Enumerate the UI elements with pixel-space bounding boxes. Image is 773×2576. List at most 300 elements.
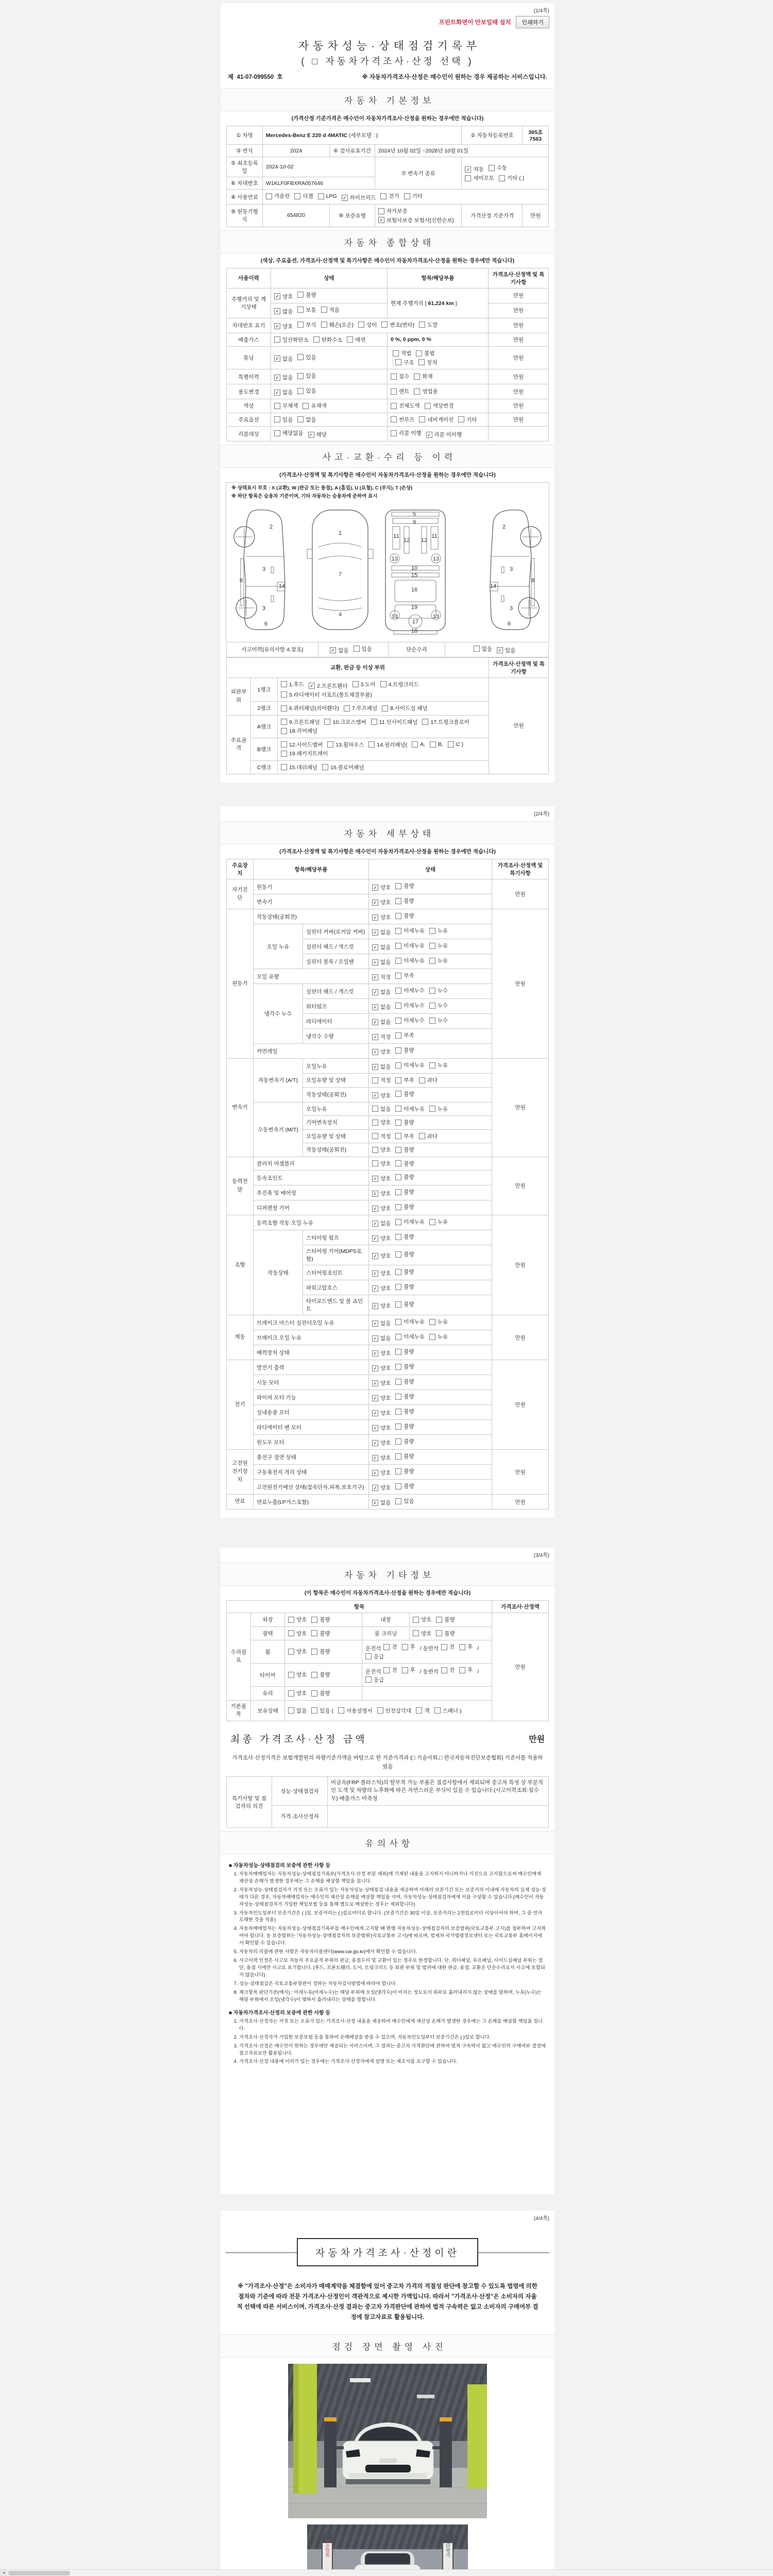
- checkbox-unchecked[interactable]: [303, 402, 326, 410]
- checkbox-unchecked[interactable]: [413, 1616, 431, 1623]
- checkbox-unchecked[interactable]: [412, 741, 425, 748]
- panel-section-label: 주요골격: [227, 715, 251, 774]
- checkbox-unchecked[interactable]: [474, 645, 492, 653]
- checkbox-unchecked[interactable]: [395, 1283, 414, 1291]
- checkbox-checked[interactable]: [372, 1234, 391, 1242]
- service-note: ※ 자동차가격조사·산정은 매수인이 원하는 경우 제공하는 서비스입니다.: [362, 74, 547, 80]
- checkbox-unchecked[interactable]: [365, 1676, 384, 1684]
- checkbox-mark: [281, 705, 287, 711]
- checkbox-checked[interactable]: [372, 988, 391, 996]
- checkbox-unchecked[interactable]: [418, 359, 437, 366]
- checkbox-unchecked[interactable]: [395, 897, 414, 905]
- checkbox-unchecked[interactable]: [441, 1666, 455, 1674]
- notice-item: 1. 가격조사·산정자는 거짓 또는 오류가 있는 가격조사·산정 내용을 제공하여 매수인에게 재산상 손해가 발생한 경우에는 그 손해를 배상할 책임을 집니다.: [239, 2018, 546, 2032]
- checkbox-unchecked[interactable]: [395, 359, 414, 366]
- checkbox-unchecked[interactable]: [297, 416, 316, 423]
- checkbox-unchecked[interactable]: [395, 927, 425, 935]
- item-label: 작동상태(공회전): [254, 909, 369, 924]
- item-label: 원동기: [254, 879, 369, 894]
- final-price-unit: 만원: [529, 1735, 545, 1744]
- checkbox-unchecked[interactable]: [395, 972, 414, 979]
- state-options: [369, 1171, 492, 1185]
- checkbox-mark: [354, 646, 360, 652]
- checkbox-label: 불량: [320, 1649, 330, 1655]
- checkbox-unchecked[interactable]: [429, 942, 448, 950]
- checkbox-unchecked[interactable]: [347, 336, 365, 344]
- checkbox-unchecked[interactable]: [395, 1333, 425, 1341]
- checkbox-unchecked[interactable]: [294, 192, 313, 200]
- checkbox-unchecked[interactable]: [395, 1046, 414, 1054]
- checkbox-unchecked[interactable]: [429, 927, 448, 935]
- checkbox-unchecked[interactable]: [419, 1076, 438, 1084]
- checkbox-checked[interactable]: [372, 1454, 391, 1462]
- checkbox-label: 전: [392, 1644, 397, 1650]
- checkbox-checked[interactable]: [372, 1499, 391, 1506]
- checkbox-unchecked[interactable]: [297, 321, 316, 329]
- checkbox-checked[interactable]: [309, 682, 347, 690]
- checkbox-label: 없음: [380, 1106, 391, 1112]
- state-options: [369, 1345, 492, 1360]
- checkbox-checked[interactable]: [372, 1319, 391, 1327]
- checkbox-unchecked[interactable]: [377, 1707, 412, 1715]
- checkbox-label: 전: [449, 1667, 455, 1673]
- checkbox-unchecked[interactable]: [297, 353, 316, 361]
- checkbox-unchecked[interactable]: [338, 1707, 373, 1715]
- checkbox-mark: [297, 354, 304, 360]
- state-options: [369, 984, 492, 999]
- checkbox-checked[interactable]: [465, 165, 483, 173]
- checkbox-unchecked[interactable]: [395, 1233, 414, 1241]
- checkbox-label: 불량: [404, 1120, 414, 1126]
- checkbox-checked[interactable]: [372, 1205, 391, 1212]
- checkbox-checked[interactable]: [378, 216, 453, 224]
- notice-item: 4. 자동차매매업자는 자동차성능·상태점검기록부를 매수인에게 고지할 때 현행 자동차성능·상태점검자의 보증범위(국토교통부 고시)를 첨부하여 고지하여야 합니다. 동 보증범위는 '자동차성능·상태점검자의 보증범위'(국토교통부 고시)에 따르며, 법제처 국가법령정보센터 또는 국토교통부 홈페이지에서 확인할 수 있습니다.: [239, 1925, 546, 1947]
- rank-parts: [278, 760, 489, 774]
- checkbox-unchecked[interactable]: [414, 372, 432, 380]
- checkbox-unchecked[interactable]: [288, 1671, 307, 1679]
- checkbox-checked[interactable]: [372, 1092, 391, 1099]
- checkbox-unchecked[interactable]: [395, 1061, 425, 1069]
- checkbox-unchecked[interactable]: [311, 1648, 330, 1655]
- checkbox-unchecked[interactable]: [266, 192, 290, 200]
- checkbox-unchecked[interactable]: [372, 1076, 391, 1084]
- table-row: [227, 205, 549, 227]
- checkbox-checked[interactable]: [372, 1284, 391, 1292]
- field-label: ⑧ 사용연료: [227, 190, 263, 205]
- checkbox-unchecked[interactable]: [371, 718, 418, 726]
- checkbox-mark: ✓: [372, 900, 378, 906]
- checkbox-checked[interactable]: [372, 1484, 391, 1492]
- checkbox-label: 부식: [306, 321, 316, 328]
- checkbox-label: 1.후드: [289, 681, 305, 688]
- checkbox-unchecked[interactable]: [382, 704, 428, 712]
- checkbox-checked[interactable]: [274, 323, 293, 330]
- checkbox-unchecked[interactable]: [274, 429, 304, 437]
- table-row: [227, 1805, 549, 1827]
- checkbox-unchecked[interactable]: [395, 882, 414, 890]
- checkbox-unchecked[interactable]: [416, 1707, 429, 1715]
- print-button[interactable]: 인쇄하기: [516, 16, 549, 28]
- checkbox-unchecked[interactable]: [429, 1061, 448, 1069]
- checkbox-checked[interactable]: [372, 1033, 391, 1041]
- checkbox-unchecked[interactable]: [429, 1218, 448, 1226]
- price-unit: 만원: [523, 205, 549, 227]
- scrollbar-thumb[interactable]: [8, 2571, 70, 2575]
- checkbox-mark: [274, 416, 280, 422]
- checkbox-unchecked[interactable]: [422, 718, 469, 726]
- checkbox-unchecked[interactable]: [429, 1333, 448, 1341]
- checkbox-unchecked[interactable]: [281, 681, 304, 688]
- checkbox-unchecked[interactable]: [436, 1616, 455, 1623]
- checkbox-mark: ✓: [372, 1253, 378, 1259]
- checkbox-checked[interactable]: [372, 1175, 391, 1182]
- checkbox-unchecked[interactable]: [311, 1616, 330, 1623]
- checkbox-unchecked[interactable]: [402, 1643, 415, 1651]
- checkbox-checked[interactable]: [497, 647, 515, 654]
- checkbox-unchecked[interactable]: [395, 1378, 414, 1385]
- checkbox-checked[interactable]: [274, 374, 293, 381]
- checkbox-unchecked[interactable]: [378, 207, 408, 215]
- checkbox-unchecked[interactable]: [395, 1497, 414, 1505]
- checkbox-checked[interactable]: [372, 884, 391, 891]
- rank-label: 1랭크: [251, 677, 278, 702]
- checkbox-mark: [288, 1707, 294, 1714]
- checkbox-mark: [288, 1672, 294, 1678]
- checkbox-unchecked[interactable]: [380, 681, 419, 688]
- checkbox-unchecked[interactable]: [281, 764, 317, 771]
- checkbox-unchecked[interactable]: [352, 681, 376, 688]
- checkbox-checked[interactable]: [372, 943, 391, 951]
- checkbox-mark: [382, 705, 388, 711]
- checkbox-unchecked[interactable]: [395, 1016, 425, 1024]
- checkbox-unchecked[interactable]: [395, 1408, 414, 1415]
- checkbox-checked[interactable]: [372, 1439, 391, 1447]
- checkbox-label: 불량: [404, 1423, 414, 1430]
- checkbox-label: 양호: [380, 1235, 391, 1242]
- checkbox-unchecked[interactable]: [395, 1118, 414, 1126]
- checkbox-checked[interactable]: [372, 1424, 391, 1432]
- checkbox-unchecked[interactable]: [395, 987, 425, 994]
- diagram-part-number: 13: [432, 613, 440, 620]
- checkbox-unchecked[interactable]: [281, 718, 320, 726]
- checkbox-checked[interactable]: [372, 1063, 391, 1071]
- scrollbar-left-arrow-icon[interactable]: ◄: [0, 2570, 7, 2576]
- checkbox-unchecked[interactable]: [419, 1132, 438, 1140]
- checkbox-unchecked[interactable]: [395, 1250, 414, 1258]
- checkbox-unchecked[interactable]: [311, 1630, 330, 1637]
- column-header: 가격조사·산정액 및 특기사항: [492, 859, 549, 879]
- checkbox-unchecked[interactable]: [322, 764, 364, 771]
- state-options: [369, 924, 492, 939]
- checkbox-unchecked[interactable]: [395, 1482, 414, 1490]
- checkbox-unchecked[interactable]: [419, 321, 438, 329]
- checkbox-unchecked[interactable]: [372, 1132, 391, 1140]
- checkbox-checked[interactable]: [372, 1003, 391, 1011]
- checkbox-checked[interactable]: [274, 293, 293, 300]
- legend-note: ※ 상태표시 부호 : X (교환), W (판금 또는 용접), A (흠집), U (요철), C (부식), T (손상): [231, 485, 413, 491]
- checkbox-label: 자동: [473, 166, 484, 173]
- checkbox-unchecked[interactable]: [313, 336, 343, 344]
- checkbox-unchecked[interactable]: [380, 192, 399, 200]
- checkbox-checked[interactable]: [372, 1349, 391, 1357]
- checkbox-checked[interactable]: [372, 1334, 391, 1342]
- price-cell: 만원: [489, 303, 549, 318]
- checkbox-unchecked[interactable]: [395, 1146, 414, 1154]
- checkbox-label: 미세누유: [404, 1219, 425, 1225]
- state-options: [369, 1480, 492, 1495]
- checkbox-mark: [416, 1707, 422, 1714]
- repair-needed-label: 수리필요: [227, 1613, 251, 1701]
- checkbox-label: 부족: [404, 1032, 414, 1039]
- state-options: [271, 384, 388, 399]
- checkbox-unchecked[interactable]: [281, 727, 317, 735]
- checkbox-unchecked[interactable]: [391, 372, 409, 380]
- checkbox-unchecked[interactable]: [288, 1616, 307, 1623]
- checkbox-checked[interactable]: [372, 1269, 391, 1277]
- checkbox-unchecked[interactable]: [365, 1653, 384, 1660]
- checkbox-unchecked[interactable]: [459, 1666, 473, 1674]
- checkbox-unchecked[interactable]: [404, 192, 423, 200]
- pricing-info-box-wrap: [221, 2238, 554, 2267]
- checkbox-unchecked[interactable]: [288, 1689, 307, 1697]
- checkbox-label: 전: [449, 1644, 455, 1650]
- checkbox-mark: [365, 1676, 372, 1683]
- checkbox-unchecked[interactable]: [419, 416, 453, 423]
- checkbox-unchecked[interactable]: [429, 1002, 448, 1009]
- checkbox-checked[interactable]: [330, 647, 348, 654]
- checkbox-unchecked[interactable]: [383, 1643, 397, 1651]
- checkbox-unchecked[interactable]: [395, 1393, 414, 1400]
- checkbox-checked[interactable]: [372, 1469, 391, 1477]
- price-cell: 만원: [492, 1215, 549, 1315]
- checkbox-unchecked[interactable]: [395, 1348, 414, 1355]
- checkbox-unchecked[interactable]: [391, 416, 414, 423]
- checkbox-checked[interactable]: [372, 1379, 391, 1387]
- checkbox-label: 양호: [296, 1672, 307, 1679]
- checkbox-label: 양호: [380, 1380, 391, 1386]
- checkbox-label: 적법: [401, 350, 412, 357]
- checkbox-unchecked[interactable]: [395, 1076, 414, 1084]
- checkbox-mark: [395, 1189, 401, 1195]
- checkbox-unchecked[interactable]: [395, 1437, 414, 1445]
- checkbox-label: 없음: [282, 389, 293, 396]
- install-notice-link[interactable]: 프린트화면이 안보일때 설치: [439, 20, 511, 26]
- table-row: [227, 190, 549, 205]
- checkbox-checked[interactable]: [274, 355, 293, 363]
- checkbox-unchecked[interactable]: [391, 387, 409, 395]
- checkbox-unchecked[interactable]: [372, 1118, 391, 1126]
- checkbox-checked[interactable]: [308, 431, 327, 438]
- checkbox-mark: [395, 1234, 401, 1240]
- checkbox-unchecked[interactable]: [288, 1707, 307, 1715]
- horizontal-scrollbar[interactable]: [0, 2569, 773, 2576]
- checkbox-unchecked[interactable]: [311, 1707, 333, 1715]
- checkbox-unchecked[interactable]: [344, 704, 377, 712]
- checkbox-label: 후: [410, 1644, 415, 1650]
- checkbox-unchecked[interactable]: [372, 1146, 391, 1154]
- checkbox-unchecked[interactable]: [416, 349, 434, 357]
- checkbox-unchecked[interactable]: [281, 750, 328, 757]
- checkbox-unchecked[interactable]: [311, 1689, 330, 1697]
- checkbox-mark: [381, 321, 388, 328]
- checkbox-unchecked[interactable]: [391, 402, 420, 410]
- inspection-photo-rear: [307, 2524, 468, 2576]
- checkbox-unchecked[interactable]: [324, 718, 366, 726]
- notice-item: 5. 자동차의 리콜에 관한 사항은 자동차리콜센터(www.car.go.kr)에서 확인할 수 있습니다.: [239, 1948, 546, 1956]
- checkbox-checked[interactable]: [372, 1190, 391, 1197]
- checkbox-unchecked[interactable]: [311, 1671, 330, 1679]
- device-label: 원동기: [227, 909, 254, 1059]
- checkbox-unchecked[interactable]: [391, 429, 422, 437]
- checkbox-unchecked[interactable]: [395, 1203, 414, 1211]
- checkbox-checked[interactable]: [372, 1018, 391, 1026]
- checkbox-unchecked[interactable]: [395, 1218, 425, 1226]
- checkbox-unchecked[interactable]: [395, 1031, 414, 1039]
- checkbox-label: 양호: [380, 1191, 391, 1197]
- checkbox-unchecked[interactable]: [297, 306, 316, 314]
- checkbox-unchecked[interactable]: [395, 1422, 414, 1430]
- row-label: 리콜대상: [227, 427, 271, 442]
- checkbox-mark: [429, 1018, 435, 1024]
- checkbox-label: 없음: [380, 1500, 391, 1506]
- checkbox-unchecked[interactable]: [429, 1016, 448, 1024]
- checkbox-unchecked[interactable]: [288, 1630, 307, 1637]
- checkbox-unchecked[interactable]: [383, 1666, 397, 1674]
- checkbox-unchecked[interactable]: [327, 741, 364, 749]
- checkbox-unchecked[interactable]: [436, 1630, 455, 1637]
- checkbox-unchecked[interactable]: [489, 164, 507, 172]
- checkbox-mark: [395, 1047, 401, 1054]
- item-sub-label: 오일유량 및 상태: [303, 1074, 369, 1088]
- checkbox-unchecked[interactable]: [395, 1160, 414, 1167]
- checkbox-unchecked[interactable]: [395, 1132, 414, 1140]
- checkbox-unchecked[interactable]: [395, 1090, 414, 1098]
- checkbox-unchecked[interactable]: [448, 741, 463, 748]
- checkbox-unchecked[interactable]: [395, 912, 414, 920]
- state-options: [369, 939, 492, 954]
- checkbox-unchecked[interactable]: [274, 416, 293, 423]
- checkbox-checked[interactable]: [274, 308, 293, 315]
- checkbox-checked[interactable]: [372, 928, 391, 936]
- checkbox-unchecked[interactable]: [372, 1105, 391, 1113]
- column-header: 주요장치: [227, 859, 254, 879]
- checkbox-unchecked[interactable]: [395, 1188, 414, 1196]
- checkbox-label: 양호: [380, 1395, 391, 1401]
- checkbox-unchecked[interactable]: [458, 416, 477, 423]
- accident-history-label: 사고이력(유의사항 4.참조): [227, 642, 318, 657]
- checkbox-unchecked[interactable]: [274, 402, 298, 410]
- checkbox-unchecked[interactable]: [395, 1105, 425, 1113]
- checkbox-unchecked[interactable]: [429, 1105, 448, 1113]
- checkbox-unchecked[interactable]: [441, 1643, 455, 1651]
- checkbox-unchecked[interactable]: [459, 1643, 473, 1651]
- checkbox-unchecked[interactable]: [288, 1648, 307, 1655]
- checkbox-unchecked[interactable]: [297, 291, 316, 299]
- checkbox-label: 불량: [404, 1147, 414, 1153]
- checkbox-unchecked[interactable]: [402, 1666, 415, 1674]
- checkbox-mark: [395, 1334, 401, 1340]
- checkbox-unchecked[interactable]: [393, 349, 411, 357]
- checkbox-mark: [419, 321, 425, 328]
- checkbox-unchecked[interactable]: [368, 741, 407, 749]
- checkbox-unchecked[interactable]: [281, 691, 372, 699]
- item-cell: [388, 288, 489, 318]
- checkbox-label: 해당없음: [282, 430, 304, 436]
- checkbox-unchecked[interactable]: [297, 372, 316, 380]
- checkbox-checked[interactable]: [372, 958, 391, 966]
- checkbox-unchecked[interactable]: [429, 957, 448, 964]
- checkbox-unchecked[interactable]: [465, 174, 494, 182]
- checkbox-unchecked[interactable]: [413, 1630, 431, 1637]
- checkbox-checked[interactable]: [372, 1219, 391, 1227]
- checkbox-unchecked[interactable]: [395, 1268, 414, 1276]
- checkbox-label: 자가보증: [386, 208, 408, 214]
- checkbox-mark: [429, 1003, 435, 1009]
- checkbox-checked[interactable]: [372, 913, 391, 921]
- checkbox-unchecked[interactable]: [354, 645, 372, 653]
- checkbox-mark: [414, 374, 420, 380]
- checkbox-unchecked[interactable]: [414, 387, 438, 395]
- checkbox-mark: [395, 1251, 401, 1258]
- checkbox-unchecked[interactable]: [297, 387, 316, 395]
- pricing-info-title: 자동차가격조사·산정이란: [297, 2238, 478, 2266]
- checkbox-checked[interactable]: [372, 1364, 391, 1372]
- checkbox-checked[interactable]: [274, 388, 293, 396]
- checkbox-unchecked[interactable]: [395, 1173, 414, 1181]
- checkbox-label: 응급: [374, 1676, 384, 1683]
- checkbox-unchecked[interactable]: [281, 741, 323, 749]
- checkbox-unchecked[interactable]: [318, 193, 337, 199]
- checkbox-label: 불량: [306, 292, 316, 298]
- checkbox-checked[interactable]: [372, 1302, 391, 1310]
- checkbox-unchecked[interactable]: [395, 1452, 414, 1460]
- checkbox-unchecked[interactable]: [395, 942, 425, 950]
- checkbox-unchecked[interactable]: [429, 1318, 448, 1326]
- checkbox-unchecked[interactable]: [395, 1318, 425, 1326]
- checkbox-mark: ✓: [274, 355, 280, 362]
- checkbox-unchecked[interactable]: [395, 1300, 414, 1308]
- checkbox-unchecked[interactable]: [395, 1002, 425, 1009]
- checkbox-checked[interactable]: [372, 1409, 391, 1417]
- checkbox-checked[interactable]: [372, 1048, 391, 1056]
- checkbox-mark: ✓: [372, 1049, 378, 1055]
- state-options: [369, 1265, 492, 1280]
- checkbox-unchecked[interactable]: [372, 1160, 391, 1167]
- checkbox-label: 렌트: [399, 388, 410, 395]
- checkbox-unchecked[interactable]: [499, 174, 524, 182]
- checkbox-unchecked[interactable]: [429, 987, 448, 994]
- checkbox-unchecked[interactable]: [321, 306, 340, 314]
- checkbox-checked[interactable]: [372, 973, 391, 981]
- checkbox-checked[interactable]: [372, 1252, 391, 1260]
- checkbox-unchecked[interactable]: [395, 957, 425, 964]
- checkbox-checked[interactable]: [372, 899, 391, 906]
- checkbox-unchecked[interactable]: [321, 321, 354, 329]
- checkbox-checked[interactable]: [342, 194, 376, 201]
- checkbox-unchecked[interactable]: [358, 321, 377, 329]
- checkbox-unchecked[interactable]: [430, 741, 443, 748]
- checkbox-unchecked[interactable]: [395, 1363, 414, 1370]
- checkbox-unchecked[interactable]: [381, 321, 414, 329]
- checkbox-checked[interactable]: [426, 431, 462, 438]
- checkbox-unchecked[interactable]: [281, 704, 339, 712]
- checkbox-unchecked[interactable]: [395, 1467, 414, 1475]
- basic-info-table: [226, 126, 549, 227]
- checkbox-unchecked[interactable]: [434, 1707, 462, 1715]
- checkbox-unchecked[interactable]: [425, 402, 454, 410]
- checkbox-unchecked[interactable]: [274, 336, 309, 344]
- checkbox-checked[interactable]: [372, 1394, 391, 1402]
